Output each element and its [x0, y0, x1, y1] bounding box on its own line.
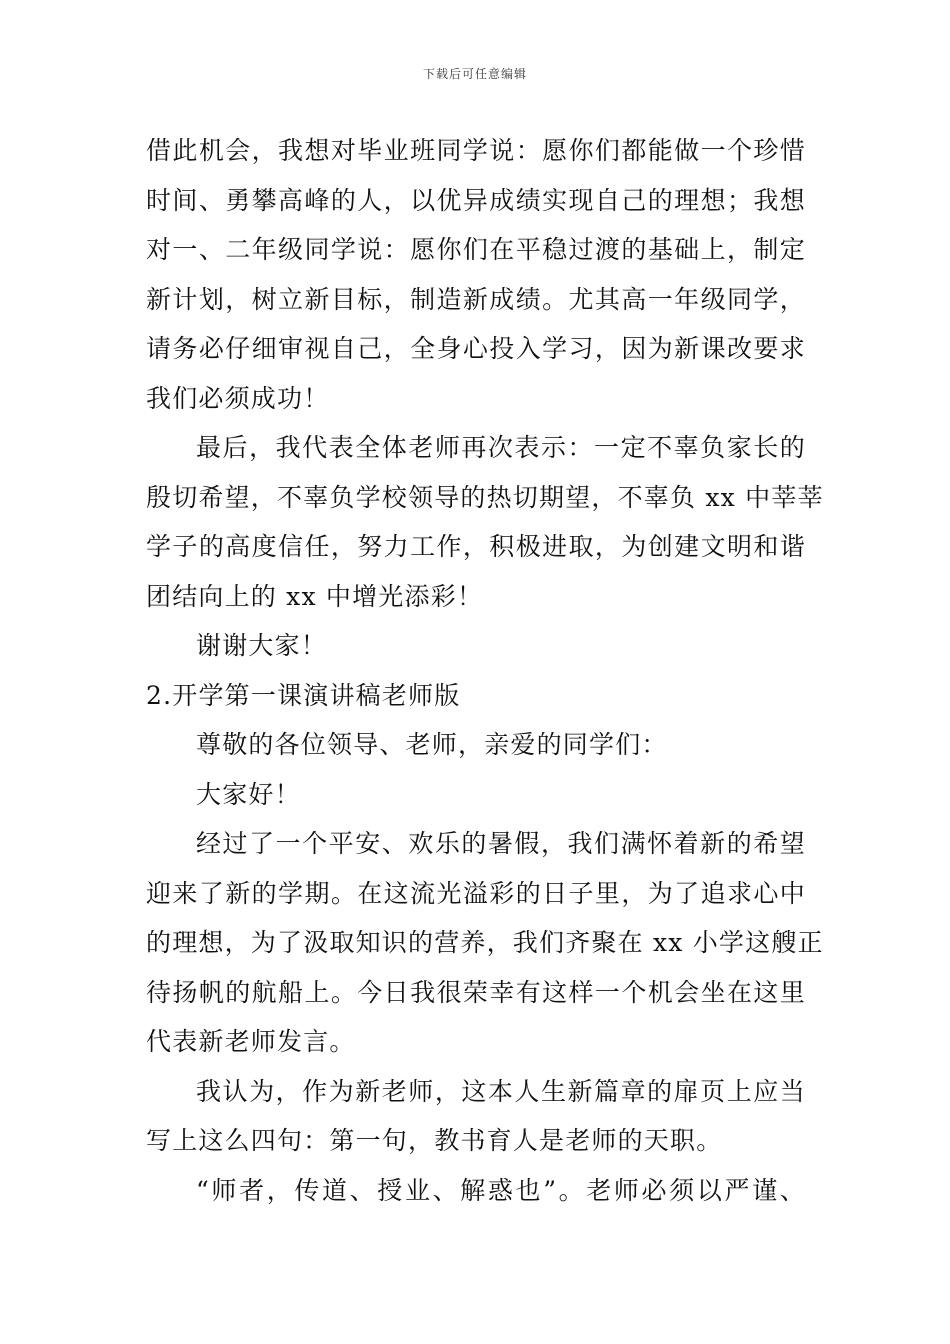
text-line: 大家好！ [196, 779, 301, 809]
text-line: 借此机会，我想对毕业班同学说：愿你们都能做一个珍惜 [146, 136, 806, 165]
text-line: “师者，传道、授业、解惑也”。老师必须以严谨、 [196, 1175, 806, 1205]
text-line: 殷切希望，不辜负学校领导的热切期望，不辜负 xx 中莘莘 [146, 482, 824, 512]
text-line: 时间、勇攀高峰的人，以优异成绩实现自己的理想；我想 [146, 185, 806, 215]
text-line: 新计划，树立新目标，制造新成绩。尤其高一年级同学， [146, 284, 806, 314]
text-line: 的理想，为了汲取知识的营养，我们齐聚在 xx 小学这艘正 [146, 928, 824, 957]
text-line: 尊敬的各位领导、老师，亲爱的同学们： [196, 730, 668, 759]
text-line: 写上这么四句：第一句，教书育人是老师的天职。 [146, 1126, 723, 1155]
text-line: 经过了一个平安、欢乐的暑假，我们满怀着新的希望 [196, 829, 806, 858]
document-body [146, 126, 824, 1215]
text-line: 待扬帆的航船上。今日我很荣幸有这样一个机会坐在这里 [146, 977, 806, 1007]
text-line: 对一、二年级同学说：愿你们在平稳过渡的基础上，制定 [146, 235, 806, 264]
text-line: 我们必须成功！ [146, 383, 330, 413]
text-line: 最后，我代表全体老师再次表示：一定不辜负家长的 [196, 433, 806, 462]
text-line: 迎来了新的学期。在这流光溢彩的日子里，为了追求心中 [146, 878, 806, 908]
text-line: 学子的高度信任，努力工作，积极进取，为创建文明和谐 [146, 532, 806, 561]
text-line: 谢谢大家！ [196, 631, 328, 660]
text-line: 代表新老师发言。 [146, 1027, 356, 1056]
text-line: 请务必仔细审视自己，全身心投入学习，因为新课改要求 [146, 334, 806, 363]
text-line: 我认为，作为新老师，这本人生新篇章的扉页上应当 [196, 1076, 806, 1106]
section-heading: 2.开学第一课演讲稿老师版 [146, 680, 461, 710]
page-header-note: 下载后可任意编辑 [422, 67, 527, 81]
text-line: 团结向上的 xx 中增光添彩！ [146, 581, 484, 611]
